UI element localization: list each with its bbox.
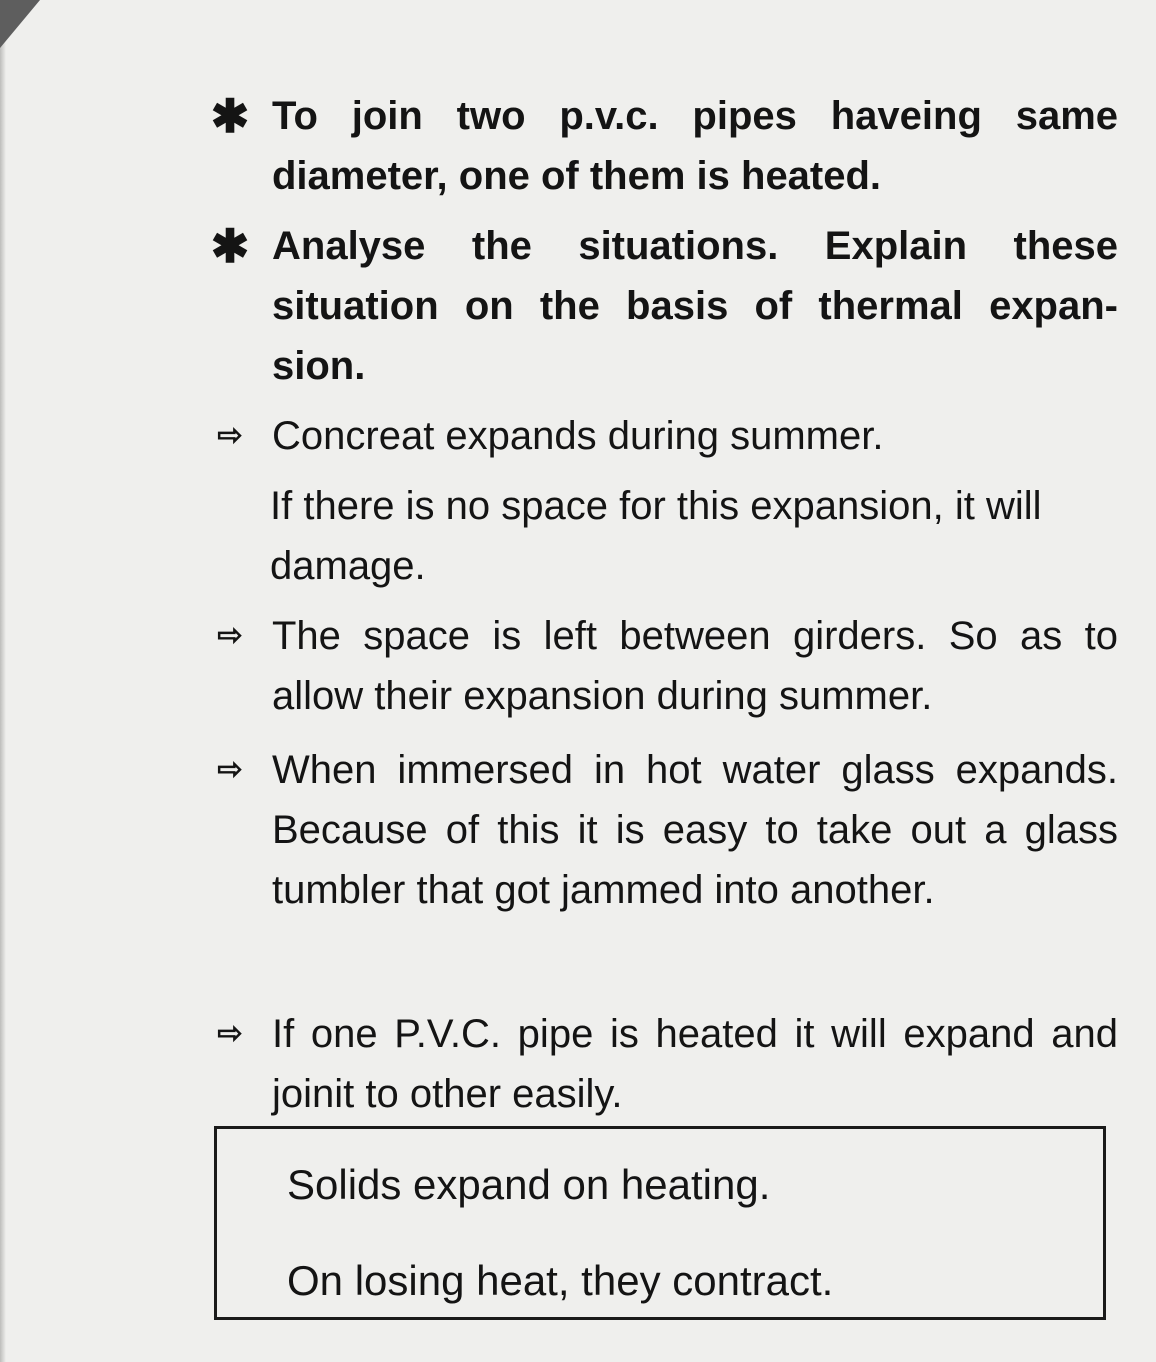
answer-item-1 — [200, 406, 1118, 466]
question-item-2 — [200, 216, 1118, 396]
arrow-right-icon: ⇨ — [217, 753, 243, 786]
asterisk-icon: ✱ — [210, 90, 250, 142]
summary-box — [214, 1126, 1106, 1320]
answer-item-4 — [200, 1004, 1118, 1124]
question-item-1 — [200, 86, 1118, 206]
answer-text: If one P.V.C. pipe is heated it will expand and joinit to other easily. — [272, 1012, 1118, 1116]
page-edge-shadow — [0, 0, 6, 1362]
arrow-right-icon: ⇨ — [217, 419, 243, 452]
question-text: Analyse the situations. Explain these situation on the basis of thermal expan-sion. — [272, 224, 1118, 388]
summary-line: Solids expand on heating. — [287, 1161, 771, 1208]
answer-text: The space is left between girders. So as to allow their expansion during summer. — [272, 614, 1118, 718]
answer-text: When immersed in hot water glass expands. Because of this it is easy to take out a glass tumbler that got jammed into another. — [272, 748, 1118, 912]
page-corner-fold — [0, 0, 40, 48]
answer-item-2 — [200, 606, 1118, 726]
asterisk-icon: ✱ — [210, 220, 250, 272]
answer-text: Concreat expands during summer. — [272, 414, 884, 458]
arrow-right-icon: ⇨ — [217, 1017, 243, 1050]
answer-detail: If there is no space for this expansion, it will damage. — [270, 484, 1042, 588]
answer-item-3 — [200, 740, 1118, 920]
summary-line: On losing heat, they contract. — [287, 1257, 834, 1304]
arrow-right-icon: ⇨ — [217, 619, 243, 652]
question-text: To join two p.v.c. pipes haveing same diameter, one of them is heated. — [272, 94, 1118, 198]
